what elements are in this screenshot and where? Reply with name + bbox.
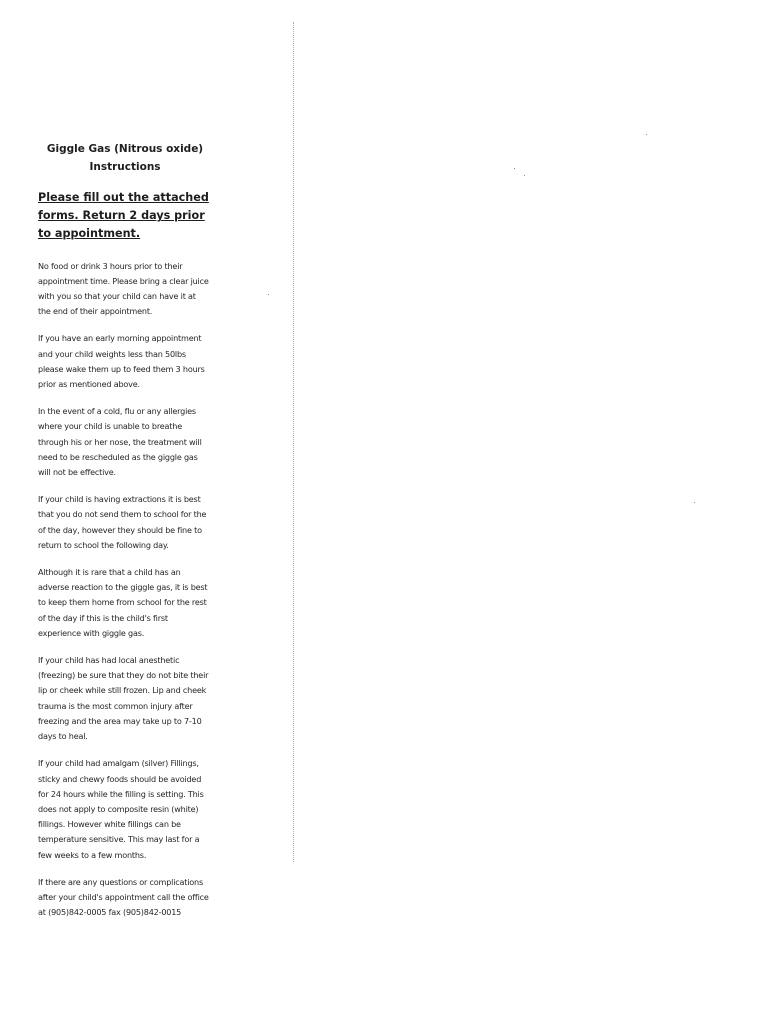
paragraph-adverse-reaction: Although it is rare that a child has an adverse reaction to the giggle gas, it is best to keep them home from school for the rest of the day if this is the child's first experience with giggle gas. (38, 567, 208, 638)
instruction-sheet (38, 140, 210, 920)
forms-notice: Please fill out the attached forms. Return 2 days prior to appointment. (38, 191, 209, 241)
paragraph-anesthetic: If your child has had local anesthetic (freezing) be sure that they do not bite their lip or cheek while still frozen. Lip and cheek trauma is the most common injury after freezing and the area may take up to 7-10 days to heal. (38, 655, 209, 742)
paragraph-contact: If there are any questions or complications after your child's appointment call the office at (905)842-0005 fax (905)842-0015 (38, 876, 209, 918)
scan-speck (694, 502, 695, 503)
scan-speck (524, 175, 525, 176)
paragraph-early-morning: If you have an early morning appointment and your child weights less than 50lbs please wake them up to feed them 3 hours prior as mentioned above. (38, 333, 205, 390)
paragraph-fasting: No food or drink 3 hours prior to their appointment time. Please bring a clear juice with you so that your child can have it at the end of their appointment. (38, 260, 209, 317)
scan-speck (514, 168, 515, 169)
scan-speck (646, 134, 647, 135)
document-title (38, 140, 210, 176)
title-line-1: Giggle Gas (Nitrous oxide) (46, 143, 204, 155)
paragraph-cold-flu: In the event of a cold, flu or any allergies where your child is unable to breathe through his or her nose, the treatment will need to be rescheduled as the giggle gas will not be effective. (38, 406, 202, 478)
paragraph-extractions: If your child is having extractions it is best that you do not send them to school for the of the day, however they should be fine to return to school the following day. (38, 494, 207, 550)
title-line-2: Instructions (89, 161, 161, 173)
fold-line (293, 22, 294, 862)
paragraph-fillings: If your child had amalgam (silver) Fillings, sticky and chewy foods should be avoided for 24 hours while the filling is setting. This does not apply to composite resin (white) fillings. However white fillings can be temperature sensitive. This may last for a few weeks to a few months. (38, 758, 204, 860)
scan-speck (268, 294, 269, 295)
